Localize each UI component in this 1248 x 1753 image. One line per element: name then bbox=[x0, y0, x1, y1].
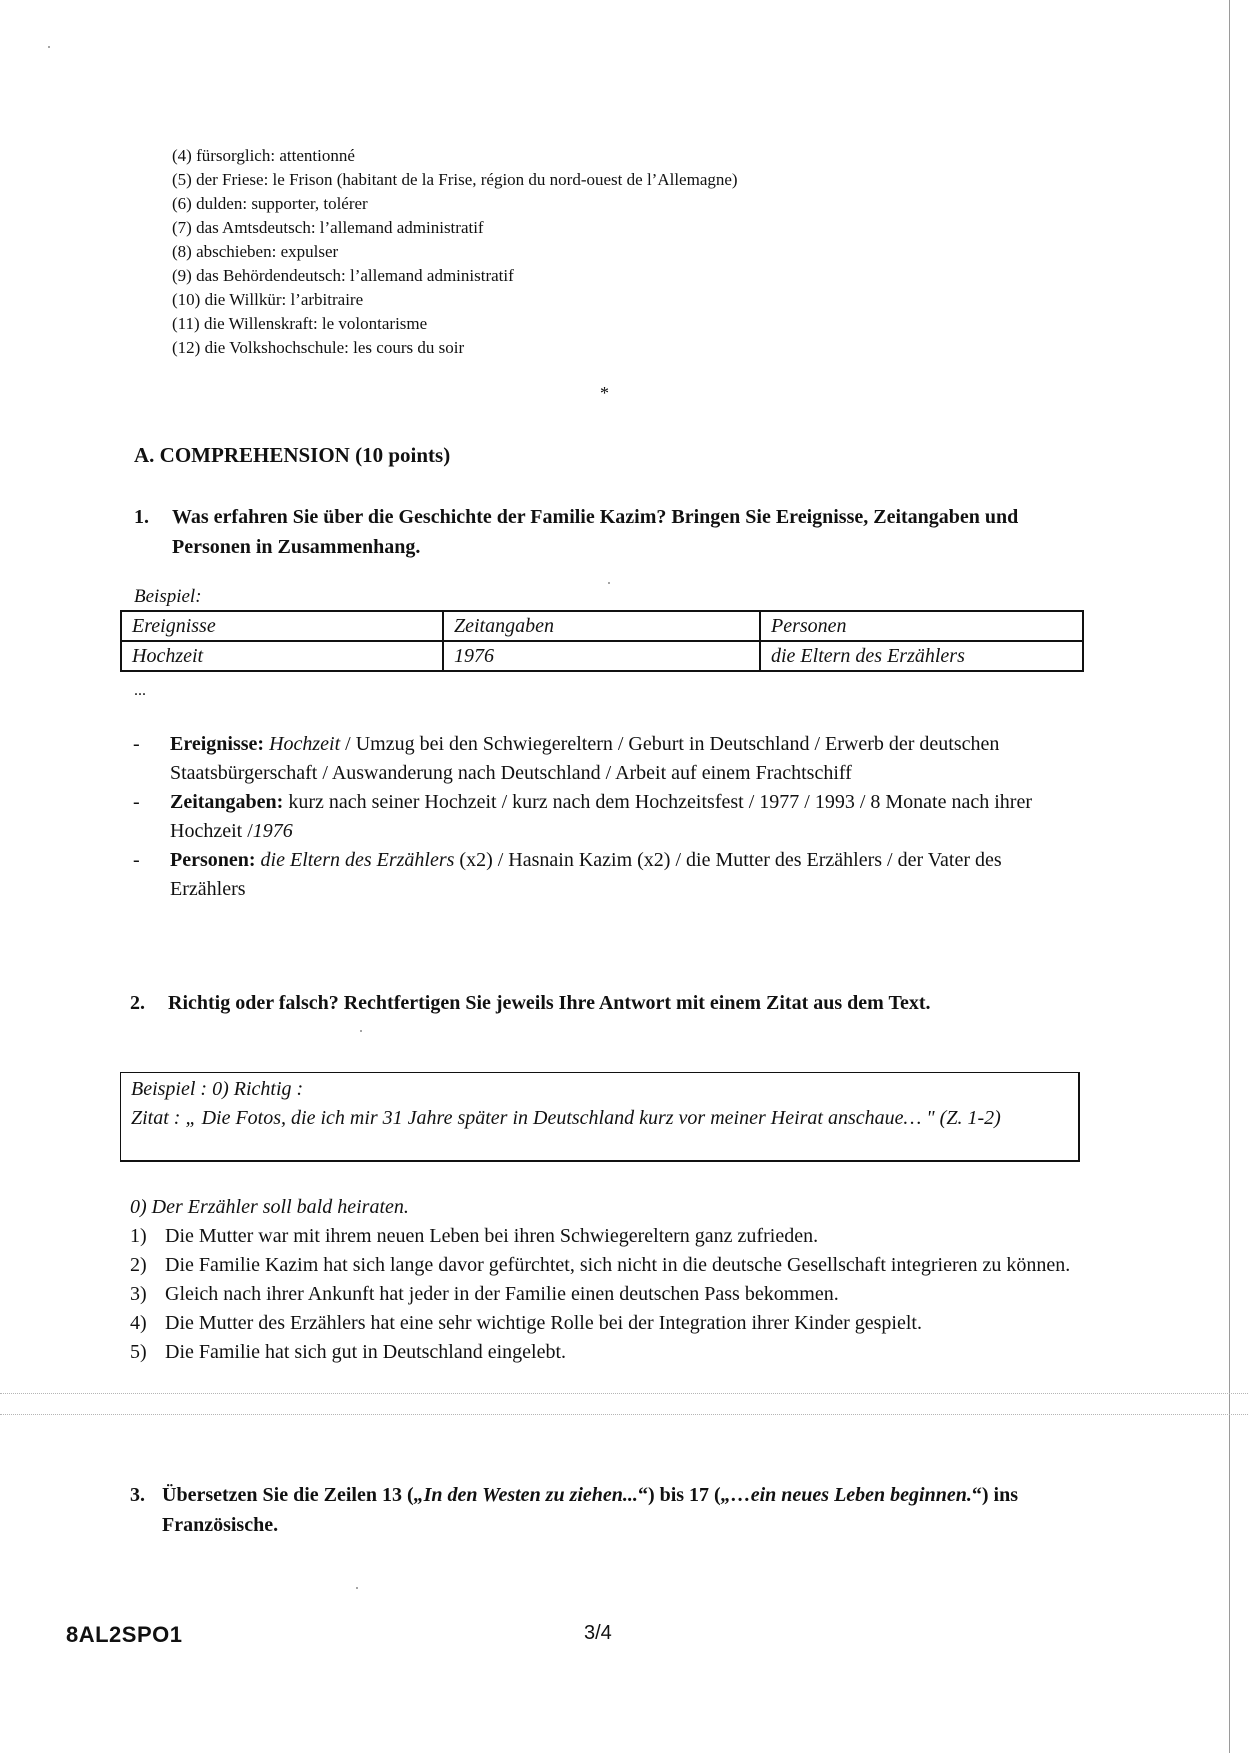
section-separator: * bbox=[600, 383, 609, 403]
scan-speck bbox=[360, 1030, 362, 1032]
glossary-item: (9) das Behördendeutsch: l’allemand administratif bbox=[172, 266, 514, 285]
question-number: 2. bbox=[130, 992, 145, 1014]
example-quote-text: Zitat : „ Die Fotos, die ich mir 31 Jahre später in Deutschland kurz vor meiner Heirat anschaue… " (Z. 1-2) bbox=[131, 1107, 1001, 1129]
scan-dotted-line bbox=[0, 1393, 1248, 1394]
exam-code: 8AL2SPO1 bbox=[66, 1622, 183, 1647]
glossary-item: (4) fürsorglich: attentionné bbox=[172, 146, 355, 165]
table-header-cell: Zeitangaben bbox=[443, 611, 760, 641]
table-row bbox=[121, 641, 1083, 671]
example-quote-heading: Beispiel : 0) Richtig : bbox=[131, 1078, 304, 1100]
section-title: A. COMPREHENSION (10 points) bbox=[134, 443, 451, 467]
true-false-statements bbox=[130, 1193, 1080, 1367]
bullet-label: Personen: bbox=[170, 849, 256, 871]
list-item: 5) Die Familie hat sich gut in Deutschland eingelebt. bbox=[130, 1341, 567, 1363]
scan-speck bbox=[48, 46, 50, 48]
bullet-italic: 1976 bbox=[252, 820, 293, 842]
question-number: 1. bbox=[134, 506, 149, 528]
example-label: Beispiel: bbox=[134, 586, 202, 607]
question-text: Was erfahren Sie über die Geschichte der Familie Kazim? Bringen Sie Ereignisse, Zeitangaben und Personen in Zusammenhang. bbox=[172, 506, 1019, 558]
answer-bullets bbox=[130, 730, 1080, 904]
scan-dotted-line bbox=[0, 1414, 1248, 1415]
table-header-row bbox=[121, 611, 1083, 641]
example-table bbox=[120, 610, 1084, 672]
glossary-item: (8) abschieben: expulser bbox=[172, 242, 339, 261]
scan-speck bbox=[356, 1587, 358, 1589]
list-item: 2) Die Familie Kazim hat sich lange davor gefürchtet, sich nicht in die deutsche Gesellschaft integrieren zu können. bbox=[130, 1254, 1071, 1276]
list-item: - Personen: die Eltern des Erzählers (x2) / Hasnain Kazim (x2) / die Mutter des Erzählers / der Vater des Erzählers bbox=[133, 849, 1002, 900]
bullet-label: Zeitangaben: bbox=[170, 791, 284, 813]
glossary-item: (12) die Volkshochschule: les cours du soir bbox=[172, 338, 465, 357]
glossary-item: (10) die Willkür: l’arbitraire bbox=[172, 290, 364, 309]
ellipsis: ... bbox=[134, 682, 146, 699]
table-header-cell: Ereignisse bbox=[121, 611, 443, 641]
bullet-text: (x2) / Hasnain Kazim (x2) / die Mutter des Erzählers / der Vater des Erzählers bbox=[170, 849, 1002, 900]
list-item: - Zeitangaben: kurz nach seiner Hochzeit / kurz nach dem Hochzeitsfest / 1977 / 1993 / 8 Monate nach ihrer Hochzeit /1976 bbox=[133, 791, 1032, 842]
bullet-italic: die Eltern des Erzählers bbox=[260, 849, 455, 871]
list-item: 0) Der Erzähler soll bald heiraten. bbox=[130, 1196, 409, 1218]
glossary-item: (7) das Amtsdeutsch: l’allemand administratif bbox=[172, 218, 484, 237]
list-item: 1) Die Mutter war mit ihrem neuen Leben bei ihren Schwiegereltern ganz zufrieden. bbox=[130, 1225, 819, 1247]
scan-speck bbox=[608, 582, 610, 584]
scan-edge-line bbox=[1229, 0, 1230, 1753]
question-2 bbox=[130, 988, 1080, 1018]
bullet-text: kurz nach seiner Hochzeit / kurz nach dem Hochzeitsfest / 1977 / 1993 / 8 Monate nach ihrer Hochzeit / bbox=[170, 791, 1032, 842]
table-cell: 1976 bbox=[443, 641, 760, 671]
question-text: Übersetzen Sie die Zeilen 13 („In den Westen zu ziehen...“) bis 17 („…ein neues Leben beginnen.“) ins Französische. bbox=[162, 1484, 1018, 1536]
question-number: 3. bbox=[130, 1484, 145, 1506]
bullet-italic: Hochzeit bbox=[269, 733, 341, 755]
question-text: Richtig oder falsch? Rechtfertigen Sie jeweils Ihre Antwort mit einem Zitat aus dem Text. bbox=[168, 992, 931, 1014]
question-1 bbox=[134, 502, 1084, 562]
question-3 bbox=[130, 1480, 1080, 1540]
glossary-item: (5) der Friese: le Frison (habitant de la Frise, région du nord-ouest de l’Allemagne) bbox=[172, 170, 738, 189]
list-item: - Ereignisse: Hochzeit / Umzug bei den Schwiegereltern / Geburt in Deutschland / Erwerb der deutschen Staatsbürgerschaft / Auswanderung nach Deutschland / Arbeit auf einem Frachtschiff bbox=[133, 733, 1000, 784]
list-item: 3) Gleich nach ihrer Ankunft hat jeder in der Familie einen deutschen Pass bekommen. bbox=[130, 1283, 839, 1305]
example-quote-box bbox=[120, 1072, 1080, 1162]
glossary-item: (11) die Willenskraft: le volontarisme bbox=[172, 314, 428, 333]
bullet-text: / Umzug bei den Schwiegereltern / Geburt in Deutschland / Erwerb der deutschen Staatsbürgerschaft / Auswanderung nach Deutschland / Arbeit auf einem Frachtschiff bbox=[170, 733, 1000, 784]
list-item: 4) Die Mutter des Erzählers hat eine sehr wichtige Rolle bei der Integration ihrer Kinder gespielt. bbox=[130, 1312, 922, 1334]
page-number: 3/4 bbox=[584, 1622, 612, 1644]
table-cell: die Eltern des Erzählers bbox=[760, 641, 1083, 671]
bullet-label: Ereignisse: bbox=[170, 733, 265, 755]
glossary-item: (6) dulden: supporter, tolérer bbox=[172, 194, 368, 213]
table-header-cell: Personen bbox=[760, 611, 1083, 641]
glossary-list bbox=[172, 144, 738, 360]
table-cell: Hochzeit bbox=[121, 641, 443, 671]
